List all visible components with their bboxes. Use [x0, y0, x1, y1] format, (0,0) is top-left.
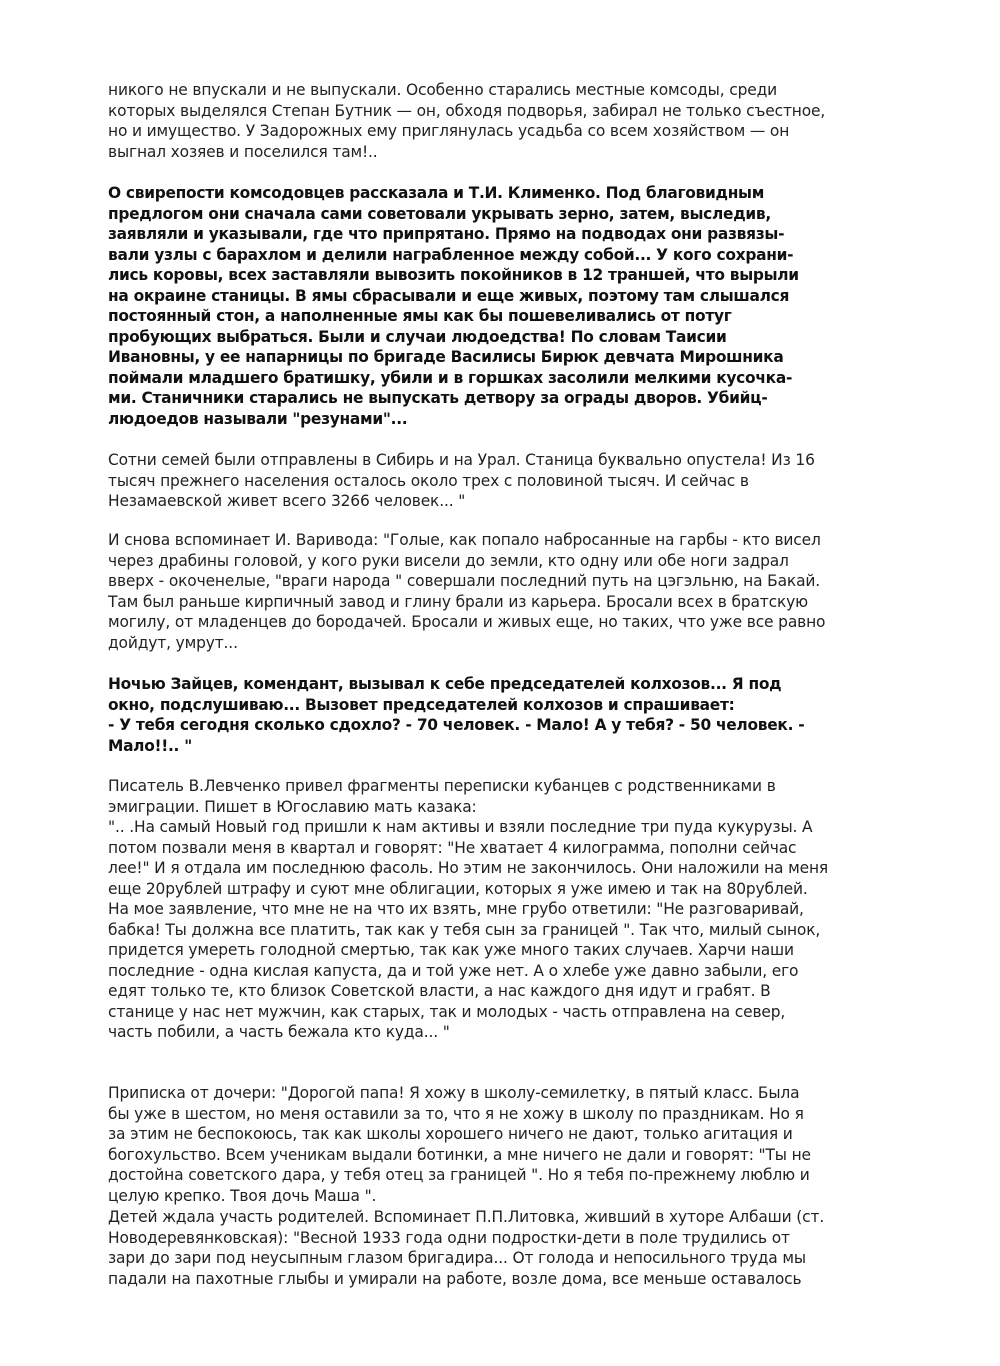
text-line: которых выделялся Степан Бутник — он, обходя подворья, забирал не только съестное,	[108, 101, 826, 120]
text-line: могилу, от младенцев до бородачей. Бросали и живых еще, но таких, что уже все равно	[108, 613, 826, 631]
text-line: но и имущество. У Задорожных ему приглянулась усадьба со всем хозяйством — он	[108, 122, 790, 140]
text-line: часть побили, а часть бежала кто куда... "	[108, 1023, 450, 1041]
text-line: окно, подслушиваю... Вызовет председателей колхозов и спрашивает:	[108, 695, 735, 714]
text-line: целую крепко. Твоя дочь Маша ".	[108, 1186, 377, 1205]
text-line: Там был раньше кирпичный завод и глину брали из карьера. Бросали всех в братскую	[108, 592, 808, 611]
text-line: И снова вспоминает И. Варивода: "Голые, как попало набросанные на гарбы - кто висел	[108, 531, 821, 549]
text-line: - У тебя сегодня сколько сдохло? - 70 человек. - Мало! А у тебя? - 50 человек. -	[108, 716, 805, 734]
text-line: вали узлы с барахлом и делили награбленное между собой... У кого сохрани-	[108, 245, 794, 264]
text-line: вверх - окоченелые, "враги народа " совершали последний путь на цэгэльню, на Бакай.	[108, 572, 821, 590]
text-line: поймали младшего братишку, убили и в горшках засолили мелкими кусочка-	[108, 368, 793, 387]
text-line: последние - одна кислая капуста, да и той уже нет. А о хлебе уже давно забыли, его	[108, 961, 799, 980]
text-line: никого не впускали и не выпускали. Особенно старались местные комсоды, среди	[108, 81, 777, 99]
text-line: зари до зари под неусыпным глазом бригадира... От голода и непосильного труда мы	[108, 1249, 806, 1267]
text-line: тысяч прежнего населения осталось около трех с половиной тысяч. И сейчас в	[108, 471, 749, 490]
text-line: Писатель В.Левченко привел фрагменты переписки кубанцев с родственниками в	[108, 777, 776, 795]
text-line: придется умереть голодной смертью, так как уже много таких случаев. Харчи наши	[108, 941, 794, 959]
text-line: Ночью Зайцев, комендант, вызывал к себе председателей колхозов... Я под	[108, 675, 782, 693]
text-line: лее!" И я отдала им последнюю фасоль. Но этим не закончилось. Они наложили на меня	[108, 859, 829, 877]
text-line: людоедов называли "резунами"...	[108, 409, 408, 428]
text-line: ми. Станичники старались не выпускать детвору за ограды дворов. Убийц-	[108, 389, 768, 407]
text-line: ".. .На самый Новый год пришли к нам активы и взяли последние три пуда кукурузы. А	[108, 818, 813, 836]
text-line: Мало!!.. "	[108, 736, 192, 755]
text-line: бы уже в шестом, но меня оставили за то, что я не хожу в школу по праздникам. Но я	[108, 1104, 804, 1123]
text-line: предлогом они сначала сами советовали укрывать зерно, затем, выследив,	[108, 204, 771, 223]
text-line: бабка! Ты должна все платить, так как у тебя сын за границей ". Так что, милый сынок,	[108, 920, 821, 939]
text-line: выгнал хозяев и поселился там!..	[108, 142, 378, 161]
text-line: Новодеревянковская): "Весной 1933 года одни подростки-дети в поле трудились от	[108, 1228, 790, 1247]
text-line: потом позвали меня в квартал и говорят: "Не хватает 4 килограмма, пополни сейчас	[108, 838, 797, 857]
paragraph	[108, 80, 908, 162]
text-line: лись коровы, всех заставляли вывозить покойников в 12 траншей, что вырыли	[108, 266, 799, 284]
paragraph	[108, 1083, 908, 1206]
text-line: Ивановны, у ее напарницы по бригаде Василисы Бирюк девчата Мирошника	[108, 348, 784, 366]
text-line: едят только те, кто близок Советской власти, а нас каждого дня идут и грабят. В	[108, 982, 771, 1000]
text-line: еще 20рублей штрафу и суют мне облигации, которых я уже имею и так на 80рублей.	[108, 879, 808, 898]
text-line: дойдут, умрут...	[108, 633, 238, 652]
text-line: на окраине станицы. В ямы сбрасывали и еще живых, поэтому там слышался	[108, 286, 790, 305]
text-line: через драбины головой, у кого руки висели до земли, кто одну или обе ноги задрал	[108, 551, 789, 570]
paragraph	[108, 183, 908, 429]
paragraph	[108, 530, 908, 653]
text-line: Приписка от дочери: "Дорогой папа! Я хожу в школу-семилетку, в пятый класс. Была	[108, 1084, 800, 1102]
paragraph	[108, 776, 908, 1043]
text-line: станице у нас нет мужчин, как старых, так и молодых - часть отправлена на север,	[108, 1002, 786, 1021]
text-line: падали на пахотные глыбы и умирали на работе, возле дома, все меньше оставалось	[108, 1269, 802, 1288]
paragraph	[108, 1207, 908, 1289]
text-line: На мое заявление, что мне не на что их взять, мне грубо ответили: "Не разговаривай,	[108, 900, 804, 918]
text-line: Незамаевской живет всего 3266 человек... "	[108, 492, 466, 510]
text-line: заявляли и указывали, где что припрятано. Прямо на подводах они развязы-	[108, 225, 785, 243]
paragraph	[108, 674, 908, 756]
text-line: постоянный стон, а наполненные ямы как бы пошевеливались от потуг	[108, 307, 732, 325]
text-line: богохульство. Всем ученикам выдали ботинки, а мне ничего не дали и говорят: "Ты не	[108, 1145, 811, 1164]
text-line: эмиграции. Пишет в Югославию мать казака:	[108, 797, 477, 816]
text-line: Сотни семей были отправлены в Сибирь и на Урал. Станица буквально опустела! Из 16	[108, 451, 815, 469]
text-line: Детей ждала участь родителей. Вспоминает П.П.Литовка, живший в хуторе Албаши (ст.	[108, 1208, 825, 1226]
text-line: за этим не беспокоюсь, так как школы хорошего ничего не дают, только агитация и	[108, 1125, 793, 1143]
text-line: достойна советского дара, у тебя отец за границей ". Но я тебя по-прежнему люблю и	[108, 1166, 810, 1184]
text-line: О свирепости комсодовцев рассказала и Т.И. Клименко. Под благовидным	[108, 184, 765, 202]
paragraph	[108, 450, 908, 512]
text-line: пробующих выбраться. Были и случаи людоедства! По словам Таисии	[108, 327, 727, 346]
